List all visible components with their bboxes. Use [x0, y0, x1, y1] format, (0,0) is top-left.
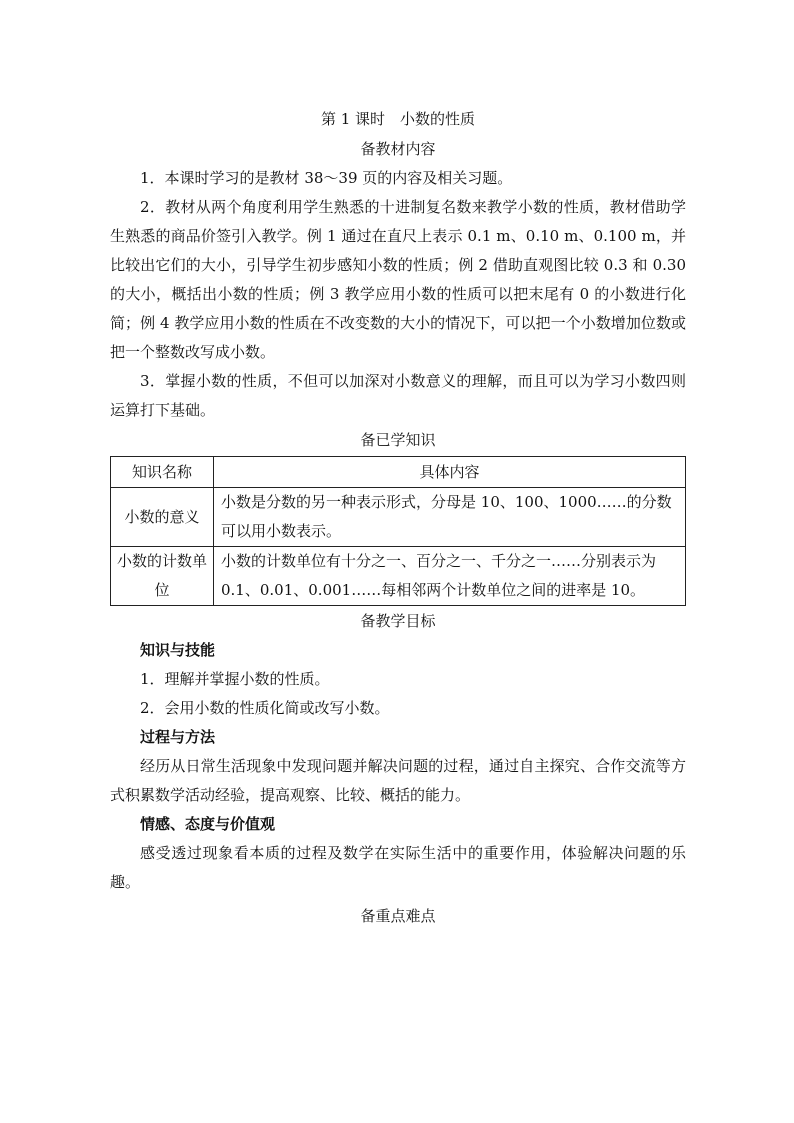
- key-points-heading: 备重点难点: [360, 907, 436, 925]
- materials-paragraph-3: 3．掌握小数的性质，不但可以加深对小数意义的理解，而且可以为学习小数四则运算打下基础。: [110, 372, 686, 419]
- process-methods-label: 过程与方法: [140, 728, 216, 746]
- emotion-values-label: 情感、态度与价值观: [140, 815, 276, 833]
- materials-heading: 备教材内容: [360, 140, 436, 158]
- table-cell-name: 小数的意义: [111, 488, 214, 547]
- lesson-title: 第 1 课时 小数的性质: [320, 110, 476, 128]
- knowledge-heading: 备已学知识: [360, 431, 436, 449]
- goals-heading: 备教学目标: [360, 612, 436, 630]
- table-header-row: [111, 457, 686, 488]
- process-methods-text: 经历从日常生活现象中发现问题并解决问题的过程，通过自主探究、合作交流等方式积累数学活动经验，提高观察、比较、概括的能力。: [110, 757, 686, 804]
- materials-paragraph-1: 1．本课时学习的是教材 38～39 页的内容及相关习题。: [140, 169, 513, 187]
- table-cell-content: 小数的计数单位有十分之一、百分之一、千分之一……分别表示为 0.1、0.01、0.001……每相邻两个计数单位之间的进率是 10。: [214, 547, 686, 606]
- table-header-name: 知识名称: [111, 457, 214, 488]
- table-row: [111, 488, 686, 547]
- knowledge-table: [110, 456, 686, 606]
- table-row: [111, 547, 686, 606]
- materials-paragraph-2: 2．教材从两个角度利用学生熟悉的十进制复名数来教学小数的性质，教材借助学生熟悉的商品价签引入教学。例 1 通过在直尺上表示 0.1 m、0.10 m、0.100 m，并比较出它们的大小，引导学生初步感知小数的性质；例 2 借助直观图比较 0.3 和 0.30 的大小，概括出小数的性质；例 3 教学应用小数的性质可以把末尾有 0 的小数进行化简；例 4 教学应用小数的性质在不改变数的大小的情况下，可以把一个小数增加位数或把一个整数改写成小数。: [110, 198, 686, 361]
- emotion-values-text: 感受透过现象看本质的过程及数学在实际生活中的重要作用，体验解决问题的乐趣。: [110, 844, 686, 891]
- table-cell-name: 小数的计数单位: [111, 547, 214, 606]
- document-page: [110, 104, 686, 931]
- knowledge-skills-label: 知识与技能: [140, 641, 216, 659]
- knowledge-skills-item-2: 2．会用小数的性质化简或改写小数。: [140, 699, 390, 717]
- table-header-content: 具体内容: [214, 457, 686, 488]
- table-cell-content: 小数是分数的另一种表示形式，分母是 10、100、1000……的分数可以用小数表示。: [214, 488, 686, 547]
- knowledge-skills-item-1: 1．理解并掌握小数的性质。: [140, 670, 330, 688]
